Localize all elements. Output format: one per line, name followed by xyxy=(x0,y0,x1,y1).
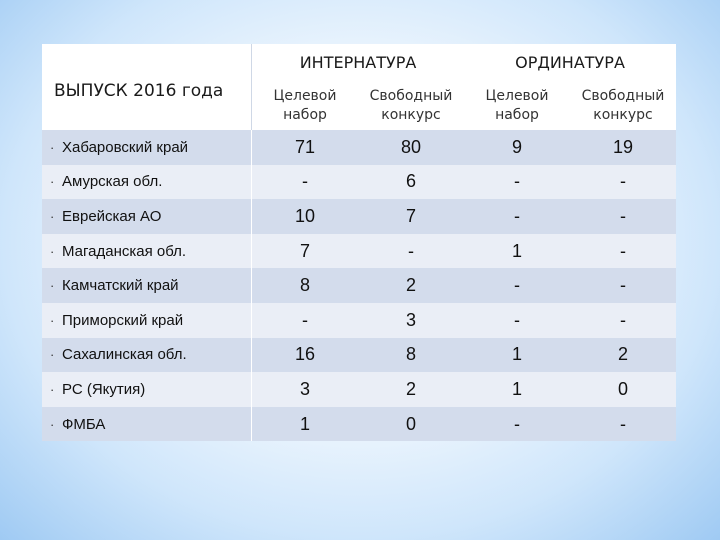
table-row xyxy=(42,130,676,165)
value-cell: - xyxy=(464,268,570,303)
value-cell: 7 xyxy=(358,199,464,234)
region-label: Хабаровский край xyxy=(62,138,189,156)
value-cell: 0 xyxy=(358,407,464,442)
value-cell: - xyxy=(252,165,358,200)
value-cell: 71 xyxy=(252,130,358,165)
table-row xyxy=(42,407,676,442)
value-cell: - xyxy=(358,234,464,269)
value-cell: 10 xyxy=(252,199,358,234)
value-cell: 7 xyxy=(252,234,358,269)
subheader-internship-open: Свободный конкурс xyxy=(358,81,464,130)
region-label: РС (Якутия) xyxy=(62,380,146,398)
table-row xyxy=(42,199,676,234)
table-row xyxy=(42,372,676,407)
value-cell: 8 xyxy=(252,268,358,303)
value-cell: 2 xyxy=(358,372,464,407)
value-cell: - xyxy=(464,303,570,338)
table-row xyxy=(42,338,676,373)
value-cell: - xyxy=(464,165,570,200)
bullet-icon: · xyxy=(50,347,55,363)
graduates-table xyxy=(42,44,676,441)
value-cell: 0 xyxy=(570,372,676,407)
value-cell: 8 xyxy=(358,338,464,373)
value-cell: - xyxy=(464,407,570,442)
value-cell: - xyxy=(570,199,676,234)
group-residency: ОРДИНАТУРА xyxy=(464,44,676,81)
value-cell: 1 xyxy=(252,407,358,442)
region-label: Магаданская обл. xyxy=(62,242,187,260)
region-cell xyxy=(42,234,252,269)
region-cell xyxy=(42,303,252,338)
bullet-icon: · xyxy=(50,416,55,432)
region-cell xyxy=(42,165,252,200)
subheader-residency-open: Свободный конкурс xyxy=(570,81,676,130)
value-cell: 1 xyxy=(464,234,570,269)
value-cell: 2 xyxy=(358,268,464,303)
value-cell: 80 xyxy=(358,130,464,165)
bullet-icon: · xyxy=(50,278,55,294)
bullet-icon: · xyxy=(50,139,55,155)
bullet-icon: · xyxy=(50,174,55,190)
bullet-icon: · xyxy=(50,312,55,328)
value-cell: 9 xyxy=(464,130,570,165)
value-cell: 1 xyxy=(464,372,570,407)
table-row xyxy=(42,303,676,338)
region-label: Сахалинская обл. xyxy=(62,346,187,364)
region-cell xyxy=(42,130,252,165)
region-label: Амурская обл. xyxy=(62,173,163,191)
value-cell: - xyxy=(570,234,676,269)
value-cell: 3 xyxy=(358,303,464,338)
value-cell: 6 xyxy=(358,165,464,200)
value-cell: - xyxy=(570,268,676,303)
value-cell: 1 xyxy=(464,338,570,373)
value-cell: - xyxy=(570,303,676,338)
bullet-icon: · xyxy=(50,381,55,397)
value-cell: - xyxy=(252,303,358,338)
value-cell: 19 xyxy=(570,130,676,165)
value-cell: 16 xyxy=(252,338,358,373)
table-row xyxy=(42,268,676,303)
region-label: Еврейская АО xyxy=(62,207,162,225)
value-cell: - xyxy=(570,165,676,200)
table-title: ВЫПУСК 2016 года xyxy=(42,44,252,130)
table-row xyxy=(42,234,676,269)
subheader-residency-target: Целевой набор xyxy=(464,81,570,130)
region-cell xyxy=(42,268,252,303)
region-label: ФМБА xyxy=(62,415,106,433)
bullet-icon: · xyxy=(50,208,55,224)
value-cell: - xyxy=(464,199,570,234)
region-cell xyxy=(42,372,252,407)
value-cell: 3 xyxy=(252,372,358,407)
region-label: Камчатский край xyxy=(62,277,179,295)
value-cell: - xyxy=(570,407,676,442)
region-cell xyxy=(42,199,252,234)
bullet-icon: · xyxy=(50,243,55,259)
region-label: Приморский край xyxy=(62,311,184,329)
region-cell xyxy=(42,338,252,373)
region-cell xyxy=(42,407,252,442)
table-row xyxy=(42,165,676,200)
group-internship: ИНТЕРНАТУРА xyxy=(252,44,464,81)
subheader-internship-target: Целевой набор xyxy=(252,81,358,130)
value-cell: 2 xyxy=(570,338,676,373)
